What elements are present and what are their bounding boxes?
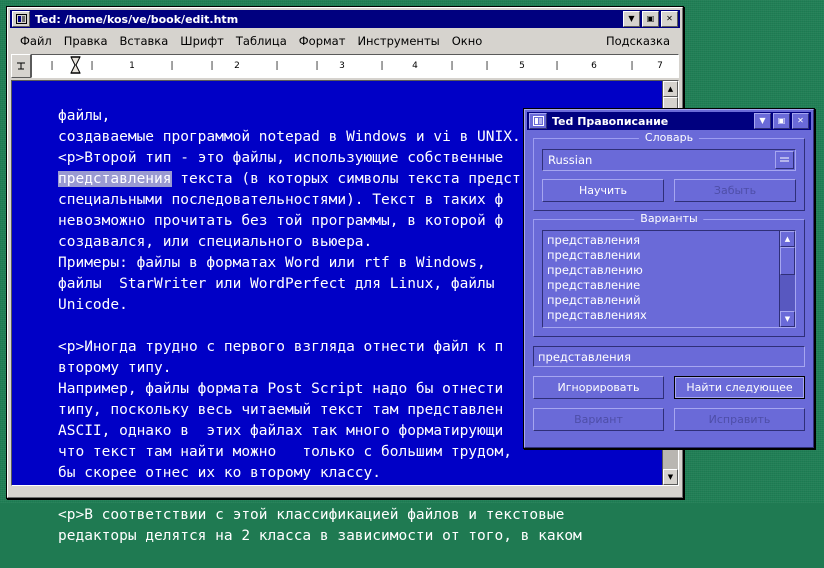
ruler-ticks [32,55,678,77]
scroll-down-arrow-icon[interactable]: ▼ [780,311,795,327]
ruler-label-7: 7 [657,61,663,71]
ruler-label-5: 5 [519,61,525,71]
dictionary-buttons[interactable] [542,179,796,202]
ignore-button[interactable]: Игнорировать [533,376,664,399]
ruler-minor-tick: | [170,61,174,71]
tab-stop-icon[interactable] [11,54,31,78]
doc-line: создаваемые программой notepad в Windows и vi в UNIX. [58,129,521,145]
ted-menubar[interactable] [10,30,680,52]
ruler-minor-tick: | [555,61,559,71]
scroll-up-arrow-icon[interactable]: ▲ [780,231,795,247]
menu-item-file[interactable]: Файл [20,34,52,48]
tab-stop-glyph [16,61,26,71]
ruler[interactable] [31,54,679,78]
doc-line: редакторы делятся на 2 класса в зависимости от того, в каком [58,528,582,544]
scroll-thumb[interactable] [780,247,795,275]
dictionary-selected-value: Russian [548,153,593,167]
menu-item-table[interactable]: Таблица [235,34,287,48]
doc-line: ASCII, однако в этих файлах так много форматирующи [58,423,504,439]
dictionary-select[interactable] [542,149,796,171]
menu-item-tools[interactable]: Инструменты [357,34,440,48]
ruler-minor-tick: | [50,61,54,71]
ruler-minor-tick: | [315,61,319,71]
ted-window-buttons[interactable] [623,11,678,27]
variants-scrollbar[interactable] [779,231,795,327]
variants-listbox[interactable] [542,230,796,328]
window-menu-icon[interactable] [12,11,30,27]
doc-line: файлы, [58,108,111,124]
doc-line: невозможно прочитать без той программы, в которой ф [58,213,504,229]
dictionary-group-label: Словарь [639,131,699,144]
ted-ruler-row[interactable] [11,54,679,78]
doc-line: бы скорее отнес их ко второму классу. [58,465,382,481]
ruler-label-4: 4 [412,61,418,71]
close-button[interactable]: ✕ [792,113,809,129]
ruler-minor-tick: | [630,61,634,71]
doc-line: что текст там найти можно только с большим трудом, [58,444,512,460]
ruler-label-2: 2 [234,61,240,71]
minimize-button[interactable]: ▼ [623,11,640,27]
ruler-minor-tick: | [380,61,384,71]
menu-item-window[interactable]: Окно [451,34,483,48]
menu-item-format[interactable]: Формат [298,34,346,48]
spell-action-buttons-row2[interactable] [533,408,805,431]
list-item[interactable]: представлении [547,248,641,262]
spellcheck-dialog[interactable] [523,108,815,449]
doc-line: Например, файлы формата Post Script надо бы отнести [58,381,504,397]
dictionary-group [533,131,805,211]
menu-item-insert[interactable]: Вставка [119,34,169,48]
variant-button: Вариант [533,408,664,431]
ruler-minor-tick: | [275,61,279,71]
doc-line: файлы StarWriter или WordPerfect для Linux, файлы [58,276,495,292]
scroll-track[interactable] [780,275,795,311]
ruler-minor-tick: | [210,61,214,71]
list-item[interactable]: представлению [547,263,643,277]
spell-window-title: Ted Правописание [552,114,669,128]
doc-line: текста (в которых символы текста предст [171,171,521,187]
doc-line: типу, поскольку весь читаемый текст там представлен [58,402,504,418]
list-item[interactable]: представление [547,278,641,292]
doc-line: Unicode. [58,297,128,313]
ruler-label-1: 1 [129,61,135,71]
ruler-label-3: 3 [339,61,345,71]
variants-group-label: Варианты [634,212,703,225]
doc-line: <p>Иногда трудно с первого взгляда отнести файл к п [58,339,504,355]
correct-button: Исправить [674,408,805,431]
app-icon [16,14,27,24]
hourglass-icon [70,56,81,74]
menu-item-font[interactable]: Шрифт [180,34,224,48]
close-button[interactable]: ✕ [661,11,678,27]
list-item[interactable]: представления [547,233,641,247]
variants-group [533,212,805,337]
maximize-button[interactable]: ▣ [773,113,790,129]
chevron-down-icon[interactable] [775,151,794,169]
app-icon [533,116,544,126]
variants-items[interactable] [543,231,779,327]
doc-line-selected-word[interactable]: представления [58,171,172,187]
ruler-label-6: 6 [591,61,597,71]
find-next-button[interactable]: Найти следующее [674,376,805,399]
doc-line: специальными последовательностями). Текст в таких ф [58,192,504,208]
list-item[interactable]: представлений [547,293,641,307]
menu-item-edit[interactable]: Правка [63,34,108,48]
spell-window-buttons[interactable] [754,113,809,129]
ted-window-title: Ted: /home/kos/ve/book/edit.htm [35,12,239,26]
ruler-minor-tick: | [450,61,454,71]
scroll-down-arrow-icon[interactable]: ▼ [663,469,678,485]
spell-titlebar[interactable] [527,112,811,130]
word-input[interactable]: представления [533,346,805,367]
forget-button: Забыть [674,179,796,202]
learn-button[interactable]: Научить [542,179,664,202]
maximize-button[interactable]: ▣ [642,11,659,27]
ruler-minor-tick: | [485,61,489,71]
doc-line: второму типу. [58,360,172,376]
list-item[interactable]: представлениях [547,308,647,322]
scroll-up-arrow-icon[interactable]: ▲ [663,81,678,97]
chevron-down-glyph [780,157,789,163]
window-menu-icon[interactable] [529,113,547,129]
ruler-minor-tick: | [90,61,94,71]
doc-line: создавался, или специального вьюера. [58,234,373,250]
minimize-button[interactable]: ▼ [754,113,771,129]
ted-titlebar[interactable] [10,10,680,28]
doc-line: <p>Второй тип - это файлы, использующие собственные [58,150,504,166]
doc-line: <p>В соответствии с этой классификацией файлов и текстовые [58,507,565,523]
doc-line: Примеры: файлы в форматах Word или rtf в Windows, [58,255,486,271]
spell-action-buttons-row1[interactable] [533,376,805,399]
menu-item-help[interactable]: Подсказка [605,34,670,48]
